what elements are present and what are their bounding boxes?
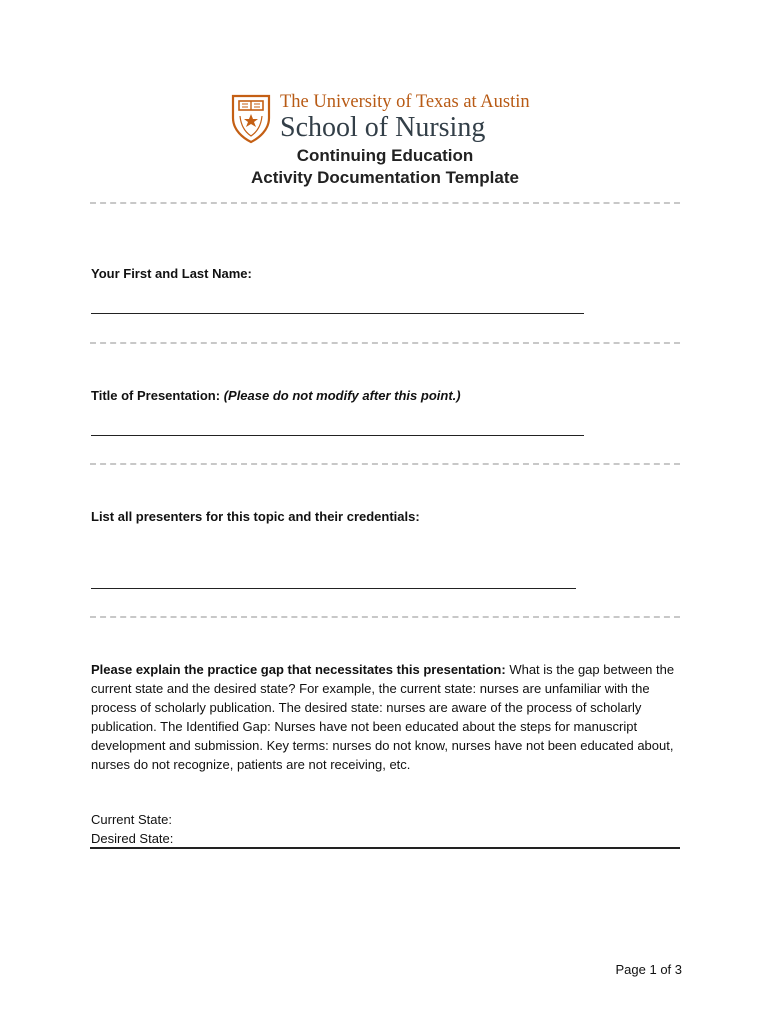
- name-entry-line[interactable]: [91, 313, 584, 314]
- document-title-line1: Continuing Education: [296, 146, 474, 165]
- university-name: The University of Texas at Austin: [280, 92, 530, 112]
- section-divider: [90, 463, 680, 465]
- current-state-label: Current State:: [91, 812, 172, 827]
- ut-shield-icon: [231, 94, 271, 144]
- presentation-title-label: [91, 388, 461, 403]
- presentation-title-entry-line[interactable]: [91, 435, 584, 436]
- practice-gap-instructions: [91, 660, 683, 774]
- presenters-label: List all presenters for this topic and their credentials:: [91, 509, 420, 524]
- presentation-title-label-text: Title of Presentation:: [91, 388, 221, 403]
- presenters-entry-line[interactable]: [91, 588, 576, 589]
- section-divider: [90, 202, 680, 204]
- school-name: School of Nursing: [280, 112, 486, 143]
- desired-state-label: Desired State:: [91, 831, 174, 846]
- page-number: Page 1 of 3: [615, 962, 682, 977]
- section-divider: [90, 342, 680, 344]
- practice-gap-lead: Please explain the practice gap that necessitates this presentation:: [91, 662, 506, 677]
- section-divider: [90, 616, 680, 618]
- name-label: Your First and Last Name:: [91, 266, 252, 281]
- practice-gap-body: What is the gap between the current state and the desired state? For example, the current state: nurses are unfamiliar with the process of scholarly publication. The desired state: nurses are aware of the process of scholarly publication. The Identified Gap: Nurses have not been educated about the steps for manuscript development and submission. Key terms: nurses do not know, nurses have not been educated about, nurses do not recognize, patients are not receiving, etc.: [91, 662, 675, 772]
- section-rule: [90, 847, 680, 849]
- ut-nursing-logo: [231, 92, 551, 146]
- presentation-title-note: (Please do not modify after this point.): [223, 388, 461, 403]
- document-title-line2: Activity Documentation Template: [251, 168, 519, 187]
